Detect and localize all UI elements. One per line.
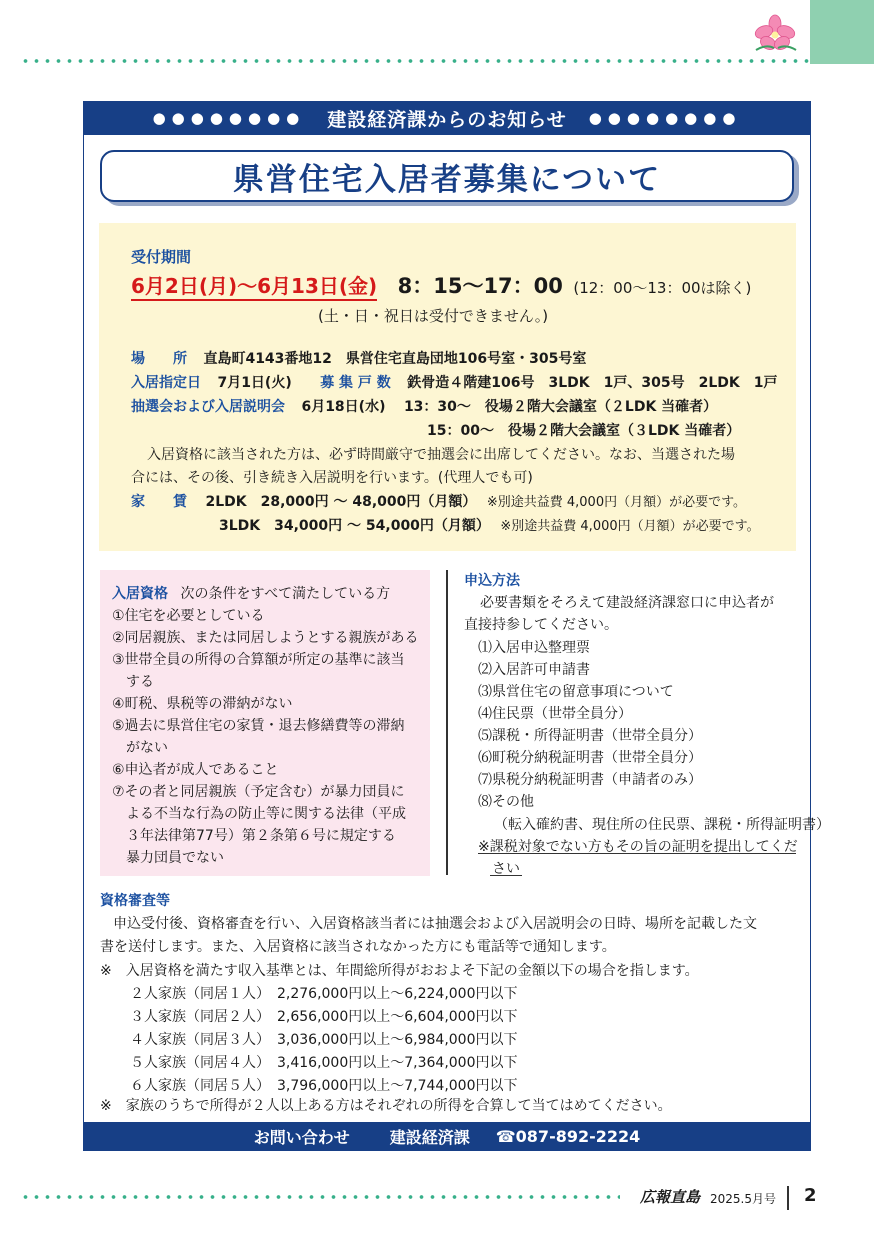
eligibility-line: ⑦その者と同居親族（予定含む）が暴力団員に (112, 784, 405, 800)
move-in-row (131, 372, 777, 392)
period-row (131, 270, 751, 300)
footer-separator (787, 1186, 789, 1210)
eligibility-line: ④町税、県税等の滞納がない (112, 696, 293, 712)
application-item: ⑺県税分納税証明書（申請者のみ） (478, 772, 702, 788)
department-header-text: 建設経済課からのお知らせ (327, 108, 567, 131)
move-in-value: 7月1日(火) (217, 375, 292, 391)
application-tax-note-2: さい (492, 861, 520, 877)
eligibility-line: ③世帯全員の所得の合算額が所定の基準に該当 (112, 652, 405, 668)
corner-tab (810, 0, 874, 64)
contact-label: お問い合わせ (253, 1128, 350, 1147)
eligibility-line: ⑤過去に県営住宅の家賃・退去修繕費等の滞納 (112, 718, 405, 734)
move-in-label: 入居指定日 (131, 375, 201, 391)
application-tax-note-1: ※課税対象でない方もその旨の証明を提出してくだ (478, 839, 798, 855)
eligibility-intro: 次の条件をすべて満たしている方 (180, 586, 391, 602)
period-heading: 受付期間 (131, 248, 192, 266)
eligibility-line: 暴力団員でない (112, 850, 224, 866)
lottery-row (131, 396, 717, 416)
tax-note-underline-2 (490, 875, 522, 876)
eligibility-line: する (112, 674, 154, 690)
application-intro-1: 必要書類をそろえて建設経済課窓口に申込者が (480, 595, 774, 611)
department-header (83, 101, 811, 135)
application-other-note: （転入確約書、現住所の住民票、課税・所得証明書） (494, 817, 830, 833)
title-box (100, 150, 794, 202)
rent-3ldk-note: ※別途共益費 4,000円（月額）が必要です。 (500, 519, 760, 534)
footer-issue: 2025.5月号 (710, 1192, 776, 1206)
income-row: ３人家族（同居２人） 2,656,000円以上～6,604,000円以下 (130, 1009, 518, 1025)
location-label: 場 所 (131, 351, 187, 367)
page-title: 県営住宅入居者募集について (232, 161, 662, 198)
header-dots-right: ●●●●●●●● (588, 109, 742, 127)
rent-label: 家 賃 (131, 494, 187, 510)
income-row: ６人家族（同居５人） 3,796,000円以上～7,744,000円以下 (130, 1078, 518, 1094)
eligibility-line: ３年法律第77号）第２条第６号に規定する (112, 828, 396, 844)
application-intro-2: 直接持参してください。 (464, 617, 618, 633)
eligibility-line: ①住宅を必要としている (112, 608, 265, 624)
application-item: ⑶県営住宅の留意事項について (478, 684, 674, 700)
application-item: ⑹町税分納税証明書（世帯全員分） (478, 750, 702, 766)
rent-row-1 (131, 491, 746, 511)
eligibility-line: がない (112, 740, 168, 756)
screening-line-2: 書を送付します。また、入居資格に該当されなかった方にも電話等で通知します。 (100, 939, 616, 955)
rent-2ldk: 2LDK 28,000円 ～ 48,000円（月額） (205, 494, 477, 510)
application-item: ⑵入居許可申請書 (478, 662, 590, 678)
eligibility-line: ②同居親族、または同居しようとする親族がある (112, 630, 419, 646)
location-row (131, 348, 586, 368)
application-item: ⑻その他 (478, 794, 534, 810)
lottery-label: 抽選会および入居説明会 (131, 399, 285, 415)
rent-3ldk: 3LDK 34,000円 ～ 54,000円（月額） (219, 518, 490, 534)
units-label: 募 集 戸 数 (320, 375, 391, 391)
income-row: ２人家族（同居１人） 2,276,000円以上～6,224,000円以下 (130, 986, 518, 1002)
rent-row-2 (219, 515, 760, 535)
tax-note-underline-1 (478, 853, 796, 854)
eligibility-line: ⑥申込者が成人であること (112, 762, 279, 778)
closed-note: (土・日・祝日は受付できません。) (318, 307, 549, 325)
lottery-session-2: 15：00～ 役場２階大会議室（３LDK 当確者） (427, 423, 741, 439)
lottery-note-2: 合には、その後、引き続き入居説明を行います。(代理人でも可) (131, 470, 533, 486)
period-dates: 6月2日(月)～6月13日(金) (131, 274, 377, 301)
sum-note: ※ 家族のうちで所得が２人以上ある方はそれぞれの所得を合算して当てはめてください。 (100, 1098, 672, 1114)
income-note: ※ 入居資格を満たす収入基準とは、年間総所得がおおよそ下記の金額以下の場合を指します。 (100, 963, 699, 979)
income-row: ５人家族（同居４人） 3,416,000円以上～7,364,000円以下 (130, 1055, 518, 1071)
period-time: 8：15～17：00 (397, 274, 563, 298)
application-heading: 申込方法 (464, 573, 520, 589)
footer-brand: 広報直島 (640, 1188, 701, 1206)
screening-line-1: 申込受付後、資格審査を行い、入居資格該当者には抽選会および入居説明会の日時、場所を記載した文 (113, 916, 757, 932)
lottery-note-1: 入居資格に該当された方は、必ず時間厳守で抽選会に出席してください。なお、当選された場 (147, 447, 735, 463)
lottery-session-1: 13：30～ 役場２階大会議室（２LDK 当確者） (403, 399, 718, 415)
contact-bar (83, 1122, 811, 1151)
application-item: ⑴入居申込整理票 (478, 640, 590, 656)
lottery-date: 6月18日(水) (301, 399, 386, 415)
top-dotted-rule (20, 58, 810, 64)
period-time-note: (12：00～13：00は除く) (573, 279, 752, 297)
eligibility-heading-row (112, 583, 390, 603)
eligibility-heading: 入居資格 (112, 586, 168, 602)
application-item: ⑷住民票（世帯全員分） (478, 706, 632, 722)
eligibility-line: よる不当な行為の防止等に関する法律（平成 (112, 806, 406, 822)
screening-heading: 資格審査等 (100, 893, 170, 909)
contact-phone: ☎087-892-2224 (495, 1127, 641, 1146)
column-divider (446, 570, 448, 875)
units-value: 鉄骨造４階建106号 3LDK 1戸、305号 2LDK 1戸 (407, 375, 778, 391)
application-item: ⑸課税・所得証明書（世帯全員分） (478, 728, 702, 744)
bottom-dotted-rule (20, 1194, 620, 1200)
contact-dept: 建設経済課 (389, 1128, 470, 1147)
header-dots-left: ●●●●●●●● (152, 109, 306, 127)
rent-2ldk-note: ※別途共益費 4,000円（月額）が必要です。 (486, 495, 747, 510)
income-row: ４人家族（同居３人） 3,036,000円以上～6,984,000円以下 (130, 1032, 518, 1048)
flower-icon (752, 14, 798, 54)
location-value: 直島町4143番地12 県営住宅直島団地106号室・305号室 (203, 351, 587, 367)
page-number: 2 (804, 1185, 817, 1206)
